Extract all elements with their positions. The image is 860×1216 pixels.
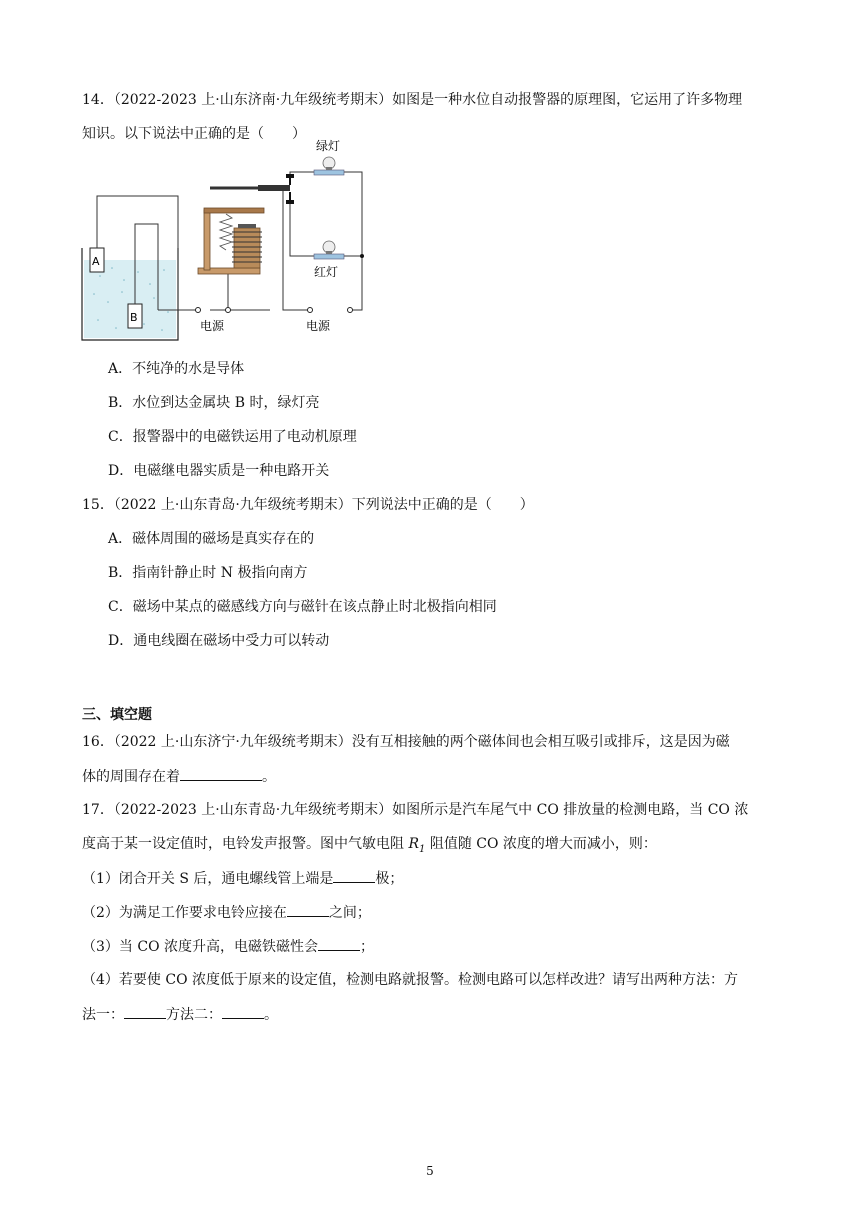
q17-sub1: [82, 868, 403, 889]
green-lamp-icon: [314, 157, 344, 175]
q17-text-post: 阻值随 CO 浓度的增大而减小，则：: [425, 836, 657, 852]
q17-stem-line2: [82, 834, 657, 860]
q17-method1-blank[interactable]: [124, 1004, 166, 1019]
q17-stem-line1: 17．（2022-2023 上·山东青岛·九年级统考期末）如图所示是汽车尾气中 CO 排放量的检测电路，当 CO 浓: [82, 802, 749, 818]
red-lamp-label: 红灯: [314, 265, 339, 279]
block-a-label: A: [92, 255, 100, 268]
q14-option-c[interactable]: C．报警器中的电磁铁运用了电动机原理: [108, 429, 357, 445]
q17-sub2: [82, 902, 371, 923]
q14-option-d[interactable]: D．电磁继电器实质是一种电路开关: [108, 463, 330, 479]
electromagnetic-relay: [198, 174, 294, 274]
power-label-right: 电源: [306, 319, 331, 333]
q14-stem-line2: 知识。以下说法中正确的是（ ）: [82, 126, 306, 142]
q17-sub4-line1: （4）若要使 CO 浓度低于原来的设定值，检测电路就报警。检测电路可以怎样改进？请写出两种方法：方: [82, 972, 738, 988]
q17-sub4-pre: 法一：: [82, 1007, 124, 1023]
q16-stem-line1: 16．（2022 上·山东济宁·九年级统考期末）没有互相接触的两个磁体间也会相互吸引或排斥，这是因为磁: [82, 734, 730, 750]
q17-sub2-blank[interactable]: [287, 902, 329, 917]
power-label-left: 电源: [200, 319, 225, 333]
q17-sub1-post: 极；: [375, 871, 404, 887]
q15-option-a[interactable]: A．磁体周围的磁场是真实存在的: [108, 531, 315, 547]
q15-option-c[interactable]: C．磁场中某点的磁感线方向与磁针在该点静止时北极指向相同: [108, 599, 497, 615]
q14-stem-line1: 14．（2022-2023 上·山东济南·九年级统考期末）如图是一种水位自动报警器的原理图，它运用了许多物理: [82, 92, 743, 108]
r1-symbol: R: [408, 836, 419, 852]
block-b-label: B: [130, 311, 138, 324]
q17-sub3-post: ；: [360, 939, 374, 955]
water-level-alarm-diagram: [78, 139, 368, 342]
q17-sub2-post: 之间；: [328, 905, 371, 921]
q17-sub1-pre: （1）闭合开关 S 后，通电螺线管上端是: [82, 871, 334, 887]
q16-text-post: 。: [262, 769, 276, 785]
q17-sub3-pre: （3）当 CO 浓度升高，电磁铁磁性会: [82, 939, 318, 955]
q16-answer-blank[interactable]: [180, 766, 262, 781]
q17-sub3-blank[interactable]: [318, 936, 360, 951]
power-terminals-right: [308, 308, 353, 313]
q17-sub2-pre: （2）为满足工作要求电铃应接在: [82, 905, 287, 921]
q17-text-pre: 度高于某一设定值时，电铃发声报警。图中气敏电阻: [82, 836, 409, 852]
q15-stem: 15．（2022 上·山东青岛·九年级统考期末）下列说法中正确的是（ ）: [82, 497, 534, 513]
section-heading-fill-blank: 三、填空题: [82, 707, 152, 723]
q17-sub4-post: 。: [264, 1007, 278, 1023]
q14-option-b[interactable]: B．水位到达金属块 B 时，绿灯亮: [108, 395, 320, 411]
q17-sub4-mid: 方法二：: [166, 1007, 222, 1023]
green-lamp-label: 绿灯: [316, 139, 341, 153]
q17-method2-blank[interactable]: [222, 1004, 264, 1019]
q16-stem-line2: [82, 766, 276, 787]
red-lamp-icon: [314, 241, 344, 259]
q16-text-pre: 体的周围存在着: [82, 769, 180, 785]
q17-sub1-blank[interactable]: [333, 868, 375, 883]
q15-option-d[interactable]: D．通电线圈在磁场中受力可以转动: [108, 633, 330, 649]
page-number: 5: [426, 1164, 434, 1178]
q17-sub4-line2: [82, 1004, 278, 1025]
q17-sub3: [82, 936, 374, 957]
q14-option-a[interactable]: A．不纯净的水是导体: [108, 361, 245, 377]
r1-subscript: 1: [419, 843, 426, 855]
q15-option-b[interactable]: B．指南针静止时 N 极指向南方: [108, 565, 308, 581]
